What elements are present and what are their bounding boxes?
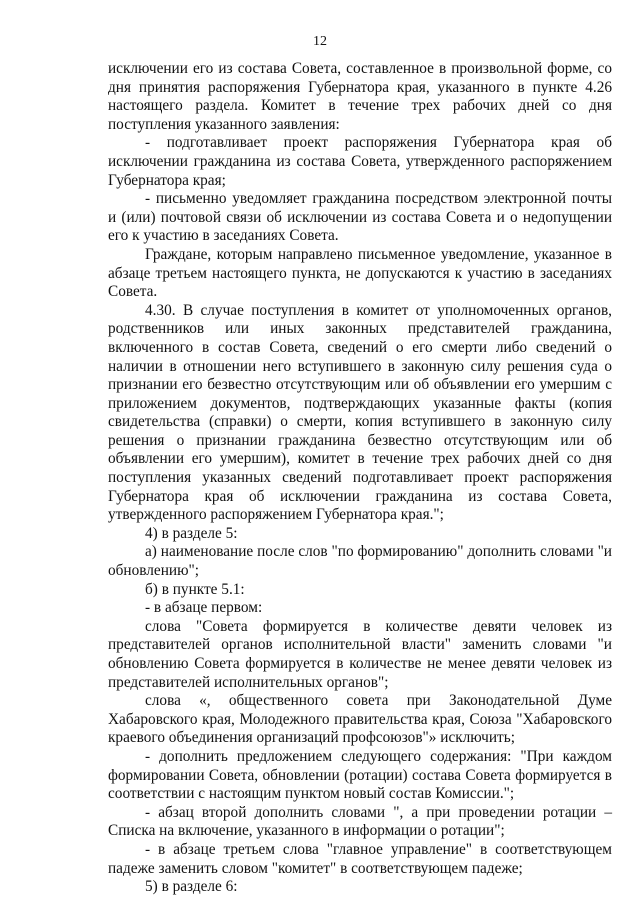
paragraph: - в абзаце третьем слова "главное управление" в соответствующем падеже заменить словом "комитет" в соответствующем падеже; xyxy=(108,840,612,877)
paragraph: исключении его из состава Совета, составленное в произвольной форме, со дня принятия распоряжения Губернатора края, указанного в пункте 4.26 настоящего раздела. Комитет в течение трех рабочих дней со дня поступления указанного заявления: xyxy=(108,60,612,133)
paragraph: 4.30. В случае поступления в комитет от уполномоченных органов, родственников или иных законных представителей гражданина, включенного в состав Совета, сведений о его смерти либо сведений о наличии в отношении него вступившего в законную силу решения суда о признании его безвестно отсутствующим или об объявлении его умершим с приложением документов, подтверждающих указанные факты (копия свидетельства (справки) о смерти, копия вступившего в законную силу решения о признании гражданина безвестно отсутствующим или об объявлении его умершим), комитет в течение трех рабочих дней со дня поступления указанных сведений подготавливает проект распоряжения Губернатора края об исключении гражданина из состава Совета, утвержденного распоряжением Губернатора края."; xyxy=(108,301,612,524)
paragraph: Граждане, которым направлено письменное уведомление, указанное в абзаце третьем настоящего пункта, не допускаются к участию в заседаниях Совета. xyxy=(108,245,612,301)
paragraph: слова «, общественного совета при Законодательной Думе Хабаровского края, Молодежного правительства края, Союза "Хабаровского краевого объединения организаций профсоюзов"» исключить; xyxy=(108,692,612,747)
paragraph: - абзац второй дополнить словами ", а при проведении ротации – Списка на включение, указанного в информации о ротации"; xyxy=(108,803,612,840)
page-number: 12 xyxy=(313,34,327,49)
paragraph: - в абзаце первом: xyxy=(145,599,263,617)
paragraph: - подготавливает проект распоряжения Губернатора края об исключении гражданина из состава Совета, утвержденного распоряжением Губернатора края; xyxy=(108,134,612,189)
paragraph: б) в пункте 5.1: xyxy=(145,580,245,598)
paragraph: слова "Совета формируется в количестве девяти человек из представителей органов исполнительной власти" заменить словами "и обновлению Совета формируется в количестве не менее девяти человек из представителей исполнительных органов"; xyxy=(108,617,612,691)
paragraph: а) наименование после слов "по формированию" дополнить словами "и обновлению"; xyxy=(108,543,612,580)
document-body xyxy=(108,60,612,897)
paragraph: - письменно уведомляет гражданина посредством электронной почты и (или) почтовой связи об исключении из состава Совета и о недопущении его к участию в заседаниях Совета. xyxy=(108,190,612,245)
paragraph: - дополнить предложением следующего содержания: "При каждом формировании Совета, обновлении (ротации) состава Совета формируется в соответствии с настоящим пунктом новый состав Комиссии."; xyxy=(108,747,612,803)
paragraph: 4) в разделе 5: xyxy=(145,524,238,542)
paragraph: 5) в разделе 6: xyxy=(145,878,238,896)
